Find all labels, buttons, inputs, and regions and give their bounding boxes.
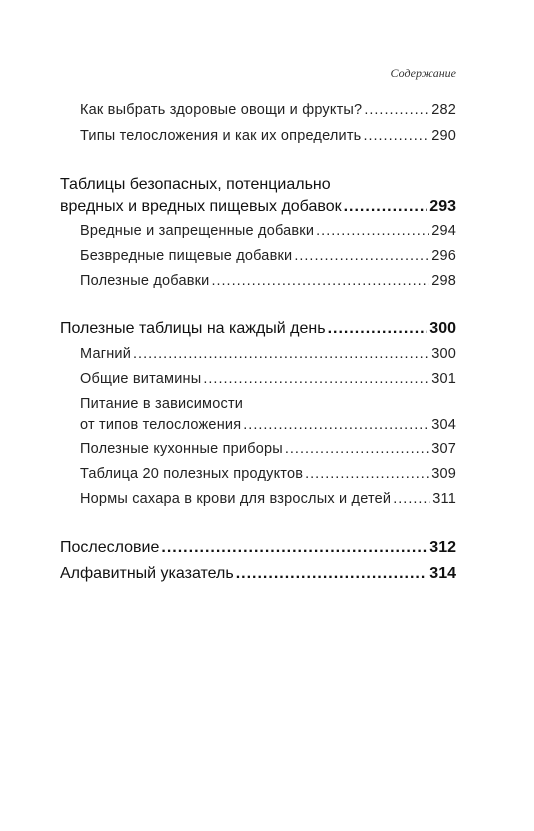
toc-entry[interactable] — [80, 346, 456, 362]
toc-entry[interactable] — [80, 417, 456, 433]
toc-entry[interactable] — [80, 491, 456, 507]
toc-entry[interactable] — [80, 466, 456, 482]
toc-entry-title: Типы телосложения и как их определить — [80, 128, 362, 144]
toc-section-page: 293 — [429, 198, 456, 215]
toc-entry[interactable] — [80, 223, 456, 239]
toc-leader-dots — [316, 223, 429, 239]
toc-entry-page: 309 — [431, 466, 456, 482]
toc-entry-title: Вредные и запрещенные добавки — [80, 223, 315, 239]
toc-section-title: Полезные таблицы на каждый день — [60, 320, 326, 337]
toc-leader-dots — [305, 466, 429, 482]
toc-leader-dots — [364, 102, 429, 118]
toc-leader-dots — [203, 371, 429, 387]
toc-section-entry[interactable] — [60, 539, 456, 557]
toc-entry-page: 290 — [431, 128, 456, 144]
toc-section-entry[interactable] — [60, 565, 456, 583]
toc-entry-title: Как выбрать здоровые овощи и фрукты? — [80, 102, 363, 118]
toc-entry-page: 307 — [431, 441, 456, 457]
toc-leader-dots — [161, 539, 427, 557]
toc-entry-page: 311 — [432, 491, 456, 507]
toc-section-entry[interactable] — [60, 198, 456, 216]
toc-leader-dots — [393, 491, 430, 507]
toc-entry-title: Безвредные пищевые добавки — [80, 248, 293, 264]
toc-leader-dots — [243, 417, 429, 433]
toc-section-page: 312 — [429, 539, 456, 556]
toc-entry-title: Нормы сахара в крови для взрослых и детей — [80, 491, 392, 507]
toc-section-title: Алфавитный указатель — [60, 565, 234, 582]
toc-section-page: 314 — [429, 565, 456, 582]
toc-leader-dots — [285, 441, 429, 457]
toc-section-entry[interactable] — [60, 320, 456, 338]
toc-entry[interactable] — [80, 128, 456, 144]
toc-entry[interactable] — [80, 371, 456, 387]
toc-leader-dots — [133, 346, 429, 362]
toc-entry-title: Полезные добавки — [80, 273, 210, 289]
toc-leader-dots — [236, 565, 428, 583]
toc-entry-title: Магний — [80, 346, 132, 362]
toc-section-title: вредных и вредных пищевых добавок — [60, 198, 342, 215]
toc-entry-title: от типов телосложения — [80, 417, 242, 433]
toc-leader-dots — [211, 273, 429, 289]
toc-entry-page: 304 — [431, 417, 456, 433]
toc-entry-page: 282 — [431, 102, 456, 118]
running-head: Содержание — [390, 66, 456, 80]
toc-leader-dots — [344, 198, 428, 216]
toc-entry-page: 298 — [431, 273, 456, 289]
toc-leader-dots — [328, 320, 428, 338]
toc-entry-title-line1: Питание в зависимости — [80, 396, 244, 412]
toc-entry-title: Полезные кухонные приборы — [80, 441, 283, 457]
toc-entry-page: 301 — [431, 371, 456, 387]
toc-entry[interactable] — [80, 102, 456, 118]
toc-entry[interactable] — [80, 441, 456, 457]
toc-section-page: 300 — [429, 320, 456, 337]
toc-entry[interactable] — [80, 273, 456, 289]
toc-entry-page: 294 — [431, 223, 456, 239]
toc-entry-title: Таблица 20 полезных продуктов — [80, 466, 304, 482]
toc-entry[interactable] — [80, 248, 456, 264]
toc-entry-title: Общие витамины — [80, 371, 202, 387]
toc-entry-page: 296 — [431, 248, 456, 264]
toc-section-title: Послесловие — [60, 539, 160, 556]
toc-section-title-line1: Таблицы безопасных, потенциально — [60, 176, 331, 193]
toc-leader-dots — [294, 248, 429, 264]
toc-entry-page: 300 — [431, 346, 456, 362]
toc-leader-dots — [363, 128, 429, 144]
